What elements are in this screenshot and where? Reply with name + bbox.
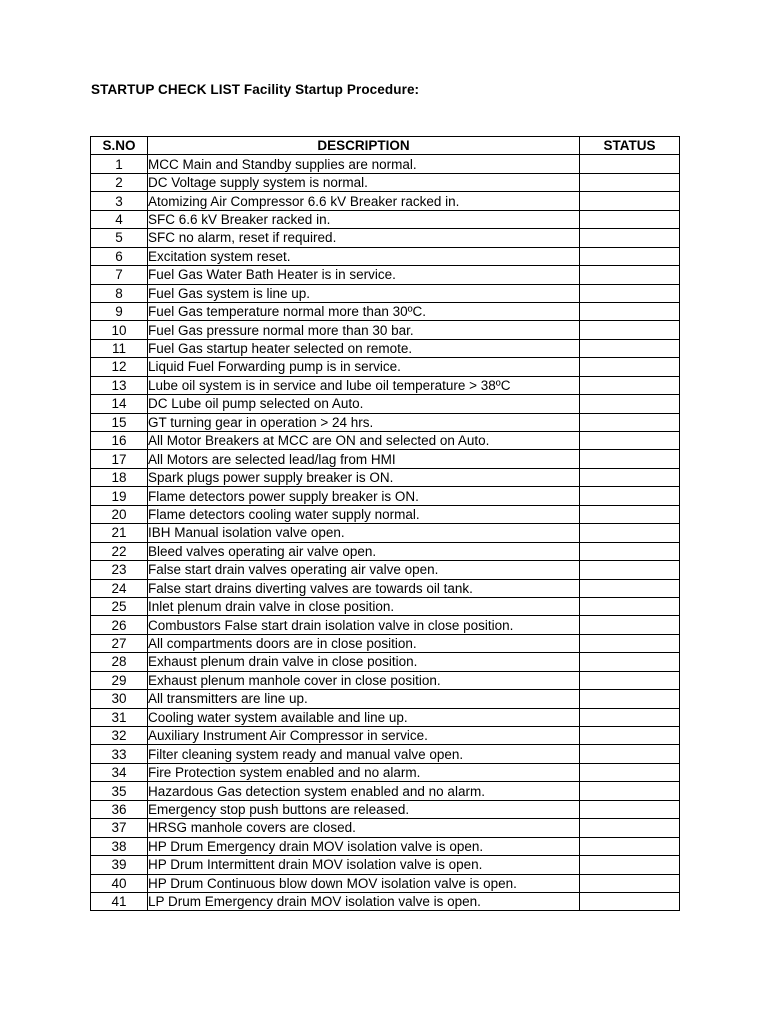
table-row bbox=[91, 524, 680, 542]
table-row bbox=[91, 597, 680, 615]
row-description: Exhaust plenum manhole cover in close position. bbox=[148, 671, 580, 689]
row-sno: 10 bbox=[91, 321, 148, 339]
row-description: All compartments doors are in close position. bbox=[148, 634, 580, 652]
table-row bbox=[91, 395, 680, 413]
table-row bbox=[91, 450, 680, 468]
row-description: SFC no alarm, reset if required. bbox=[148, 229, 580, 247]
row-sno: 2 bbox=[91, 173, 148, 191]
table-row bbox=[91, 874, 680, 892]
row-description: Fuel Gas system is line up. bbox=[148, 284, 580, 302]
row-status bbox=[580, 266, 680, 284]
row-status bbox=[580, 542, 680, 560]
row-description: False start drain valves operating air valve open. bbox=[148, 561, 580, 579]
row-sno: 1 bbox=[91, 155, 148, 173]
table-row bbox=[91, 432, 680, 450]
row-sno: 11 bbox=[91, 339, 148, 357]
row-status bbox=[580, 763, 680, 781]
row-sno: 17 bbox=[91, 450, 148, 468]
row-status bbox=[580, 671, 680, 689]
row-status bbox=[580, 892, 680, 910]
row-status bbox=[580, 561, 680, 579]
row-sno: 38 bbox=[91, 837, 148, 855]
row-description: Fuel Gas Water Bath Heater is in service. bbox=[148, 266, 580, 284]
row-description: False start drains diverting valves are towards oil tank. bbox=[148, 579, 580, 597]
row-sno: 28 bbox=[91, 653, 148, 671]
document-title: STARTUP CHECK LIST Facility Startup Procedure: bbox=[91, 82, 420, 97]
row-status bbox=[580, 708, 680, 726]
table-row bbox=[91, 819, 680, 837]
row-sno: 29 bbox=[91, 671, 148, 689]
row-status bbox=[580, 376, 680, 394]
row-status bbox=[580, 192, 680, 210]
row-status bbox=[580, 395, 680, 413]
row-sno: 36 bbox=[91, 800, 148, 818]
table-row bbox=[91, 837, 680, 855]
row-sno: 31 bbox=[91, 708, 148, 726]
row-status bbox=[580, 597, 680, 615]
table-row bbox=[91, 763, 680, 781]
row-status bbox=[580, 819, 680, 837]
row-status bbox=[580, 229, 680, 247]
row-sno: 32 bbox=[91, 727, 148, 745]
row-sno: 13 bbox=[91, 376, 148, 394]
row-description: SFC 6.6 kV Breaker racked in. bbox=[148, 210, 580, 228]
row-sno: 8 bbox=[91, 284, 148, 302]
row-sno: 3 bbox=[91, 192, 148, 210]
row-status bbox=[580, 690, 680, 708]
table-row bbox=[91, 542, 680, 560]
table-row bbox=[91, 727, 680, 745]
row-status bbox=[580, 727, 680, 745]
row-status bbox=[580, 247, 680, 265]
row-status bbox=[580, 745, 680, 763]
row-sno: 18 bbox=[91, 468, 148, 486]
row-status bbox=[580, 616, 680, 634]
row-description: Flame detectors power supply breaker is ON. bbox=[148, 487, 580, 505]
row-sno: 9 bbox=[91, 302, 148, 320]
row-sno: 14 bbox=[91, 395, 148, 413]
row-description: Emergency stop push buttons are released. bbox=[148, 800, 580, 818]
header-sno: S.NO bbox=[91, 137, 148, 155]
row-description: HP Drum Intermittent drain MOV isolation valve is open. bbox=[148, 856, 580, 874]
row-sno: 27 bbox=[91, 634, 148, 652]
row-description: Bleed valves operating air valve open. bbox=[148, 542, 580, 560]
table-row bbox=[91, 302, 680, 320]
row-sno: 15 bbox=[91, 413, 148, 431]
row-sno: 25 bbox=[91, 597, 148, 615]
row-sno: 35 bbox=[91, 782, 148, 800]
row-sno: 37 bbox=[91, 819, 148, 837]
row-status bbox=[580, 653, 680, 671]
row-description: Hazardous Gas detection system enabled and no alarm. bbox=[148, 782, 580, 800]
row-description: All transmitters are line up. bbox=[148, 690, 580, 708]
row-status bbox=[580, 782, 680, 800]
row-sno: 41 bbox=[91, 892, 148, 910]
table-row bbox=[91, 671, 680, 689]
row-status bbox=[580, 450, 680, 468]
row-sno: 23 bbox=[91, 561, 148, 579]
row-description: HRSG manhole covers are closed. bbox=[148, 819, 580, 837]
row-description: MCC Main and Standby supplies are normal. bbox=[148, 155, 580, 173]
header-row bbox=[91, 137, 680, 155]
table-row bbox=[91, 468, 680, 486]
row-sno: 12 bbox=[91, 358, 148, 376]
row-description: Auxiliary Instrument Air Compressor in service. bbox=[148, 727, 580, 745]
table-row bbox=[91, 616, 680, 634]
row-status bbox=[580, 837, 680, 855]
row-description: Excitation system reset. bbox=[148, 247, 580, 265]
row-sno: 26 bbox=[91, 616, 148, 634]
table-row bbox=[91, 192, 680, 210]
row-sno: 40 bbox=[91, 874, 148, 892]
row-sno: 33 bbox=[91, 745, 148, 763]
table-row bbox=[91, 487, 680, 505]
row-status bbox=[580, 505, 680, 523]
row-description: Fuel Gas temperature normal more than 30ºC. bbox=[148, 302, 580, 320]
row-description: Liquid Fuel Forwarding pump is in service. bbox=[148, 358, 580, 376]
table-row bbox=[91, 892, 680, 910]
table-row bbox=[91, 856, 680, 874]
row-description: All Motor Breakers at MCC are ON and selected on Auto. bbox=[148, 432, 580, 450]
checklist-body bbox=[91, 155, 680, 911]
row-description: Fuel Gas startup heater selected on remote. bbox=[148, 339, 580, 357]
row-status bbox=[580, 524, 680, 542]
table-row bbox=[91, 505, 680, 523]
row-description: IBH Manual isolation valve open. bbox=[148, 524, 580, 542]
row-status bbox=[580, 579, 680, 597]
row-description: Lube oil system is in service and lube oil temperature > 38ºC bbox=[148, 376, 580, 394]
table-row bbox=[91, 376, 680, 394]
row-sno: 6 bbox=[91, 247, 148, 265]
row-description: LP Drum Emergency drain MOV isolation valve is open. bbox=[148, 892, 580, 910]
table-row bbox=[91, 173, 680, 191]
row-status bbox=[580, 155, 680, 173]
row-description: All Motors are selected lead/lag from HMI bbox=[148, 450, 580, 468]
table-row bbox=[91, 690, 680, 708]
row-status bbox=[580, 302, 680, 320]
row-sno: 20 bbox=[91, 505, 148, 523]
table-row bbox=[91, 745, 680, 763]
row-status bbox=[580, 800, 680, 818]
row-sno: 24 bbox=[91, 579, 148, 597]
row-description: Filter cleaning system ready and manual valve open. bbox=[148, 745, 580, 763]
row-description: HP Drum Continuous blow down MOV isolation valve is open. bbox=[148, 874, 580, 892]
table-row bbox=[91, 634, 680, 652]
checklist-table bbox=[90, 136, 680, 911]
row-description: Cooling water system available and line up. bbox=[148, 708, 580, 726]
table-row bbox=[91, 155, 680, 173]
row-sno: 7 bbox=[91, 266, 148, 284]
row-sno: 16 bbox=[91, 432, 148, 450]
table-row bbox=[91, 229, 680, 247]
row-status bbox=[580, 413, 680, 431]
row-sno: 30 bbox=[91, 690, 148, 708]
table-row bbox=[91, 358, 680, 376]
table-row bbox=[91, 284, 680, 302]
row-status bbox=[580, 358, 680, 376]
row-status bbox=[580, 487, 680, 505]
table-row bbox=[91, 708, 680, 726]
header-description: DESCRIPTION bbox=[148, 137, 580, 155]
table-row bbox=[91, 782, 680, 800]
table-row bbox=[91, 653, 680, 671]
row-description: HP Drum Emergency drain MOV isolation valve is open. bbox=[148, 837, 580, 855]
row-description: GT turning gear in operation > 24 hrs. bbox=[148, 413, 580, 431]
row-status bbox=[580, 321, 680, 339]
row-description: DC Voltage supply system is normal. bbox=[148, 173, 580, 191]
row-description: Flame detectors cooling water supply normal. bbox=[148, 505, 580, 523]
row-description: Inlet plenum drain valve in close position. bbox=[148, 597, 580, 615]
row-status bbox=[580, 468, 680, 486]
row-sno: 19 bbox=[91, 487, 148, 505]
row-description: DC Lube oil pump selected on Auto. bbox=[148, 395, 580, 413]
row-status bbox=[580, 339, 680, 357]
row-description: Exhaust plenum drain valve in close position. bbox=[148, 653, 580, 671]
row-status bbox=[580, 856, 680, 874]
row-description: Spark plugs power supply breaker is ON. bbox=[148, 468, 580, 486]
table-row bbox=[91, 561, 680, 579]
row-description: Fuel Gas pressure normal more than 30 bar. bbox=[148, 321, 580, 339]
table-row bbox=[91, 339, 680, 357]
row-status bbox=[580, 874, 680, 892]
row-sno: 34 bbox=[91, 763, 148, 781]
row-status bbox=[580, 432, 680, 450]
table-row bbox=[91, 579, 680, 597]
row-sno: 22 bbox=[91, 542, 148, 560]
row-status bbox=[580, 634, 680, 652]
row-status bbox=[580, 173, 680, 191]
table-row bbox=[91, 247, 680, 265]
row-description: Atomizing Air Compressor 6.6 kV Breaker racked in. bbox=[148, 192, 580, 210]
header-status: STATUS bbox=[580, 137, 680, 155]
row-sno: 21 bbox=[91, 524, 148, 542]
table-row bbox=[91, 210, 680, 228]
row-sno: 5 bbox=[91, 229, 148, 247]
row-status bbox=[580, 284, 680, 302]
table-row bbox=[91, 266, 680, 284]
table-row bbox=[91, 413, 680, 431]
table-row bbox=[91, 321, 680, 339]
row-sno: 4 bbox=[91, 210, 148, 228]
table-row bbox=[91, 800, 680, 818]
row-sno: 39 bbox=[91, 856, 148, 874]
row-status bbox=[580, 210, 680, 228]
row-description: Combustors False start drain isolation valve in close position. bbox=[148, 616, 580, 634]
row-description: Fire Protection system enabled and no alarm. bbox=[148, 763, 580, 781]
